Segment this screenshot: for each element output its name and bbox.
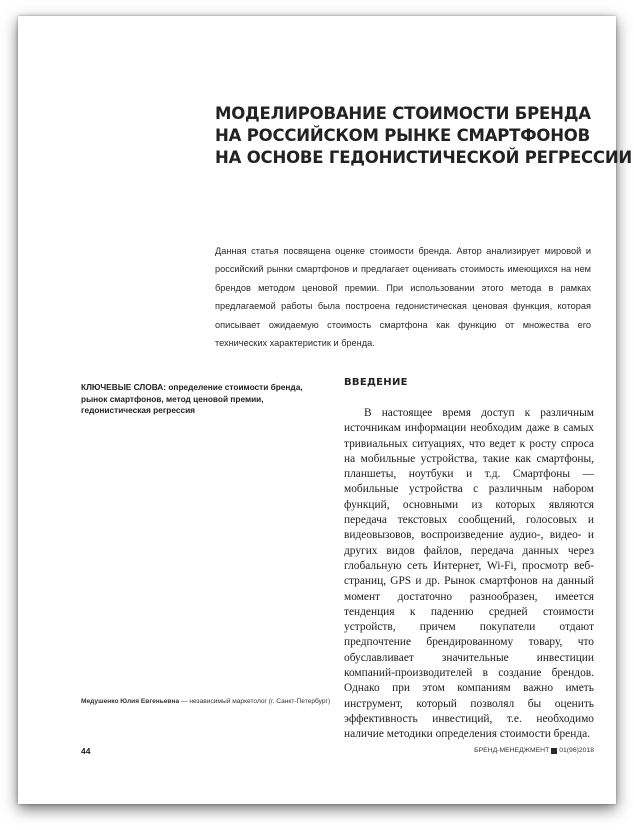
journal-page [18,16,633,804]
title-line-2: НА РОССИЙСКОМ РЫНКЕ СМАРТФОНОВ [215,126,591,145]
keywords-label: КЛЮЧЕВЫЕ СЛОВА: [81,382,167,392]
journal-name: БРЕНД-МЕНЕДЖМЕНТ [474,747,550,754]
author-role: — независимый маркетолог (г. Санкт-Петербург) [179,698,331,705]
running-footer [474,747,594,754]
page-number: 44 [81,746,91,756]
issue-number: 01(96)2018 [559,747,594,754]
keywords-list: определение стоимости бренда, рынок смартфонов, метод ценовой премии, гедонистическая регрессия [81,382,303,415]
article-abstract: Данная статья посвящена оценке стоимости бренда. Автор анализирует мировой и российский рынки смартфонов и предлагает оценивать стоимость имеющихся на нем брендов методом ценовой премии. При использовании этого метода в рамках предлагаемой работы была построена гедонистическая ценовая функция, которая описывает ожидаемую стоимость смартфона как функцию от множества его технических характеристик и бренда. [215,246,591,349]
article-title [215,103,633,169]
introduction-body: В настоящее время доступ к различным источникам информации необходим даже в самых тривиальных ситуациях, что ведет к росту спроса на мобильные устройства, такие как смартфоны, планшеты, ноутбуки и т.д. Смартфоны — мобильные устройства с различным набором функций, основными из которых являются передача текстовых сообщений, голосовых и видеовызовов, воспроизведение аудио-, видео- и других видов файлов, передача данных через глобальную сеть Интернет, Wi-Fi, просмотр веб-страниц, GPS и др. Рынок смартфонов на данный момент достаточно разнообразен, имеется тенденция к падению средней стоимости устройств, причем покупатели отдают предпочтение брендированному товару, что обуславливает значительные инвестиции компаний-производителей в создание брендов. Однако при этом компаниям важно иметь инструмент, который позволял бы оценить эффективность инвестиций, т.е. необходимо наличие методики определения стоимости бренда. [344,407,594,741]
square-separator-icon [551,748,557,754]
author-info [81,697,351,706]
title-line-1: МОДЕЛИРОВАНИЕ СТОИМОСТИ БРЕНДА [215,104,591,123]
keywords-block [81,382,327,417]
title-line-3: НА ОСНОВЕ ГЕДОНИСТИЧЕСКОЙ РЕГРЕССИИ [215,148,633,167]
section-heading-introduction: ВВЕДЕНИЕ [344,377,408,388]
author-name: Медушенко Юлия Евгеньевна [81,698,180,705]
